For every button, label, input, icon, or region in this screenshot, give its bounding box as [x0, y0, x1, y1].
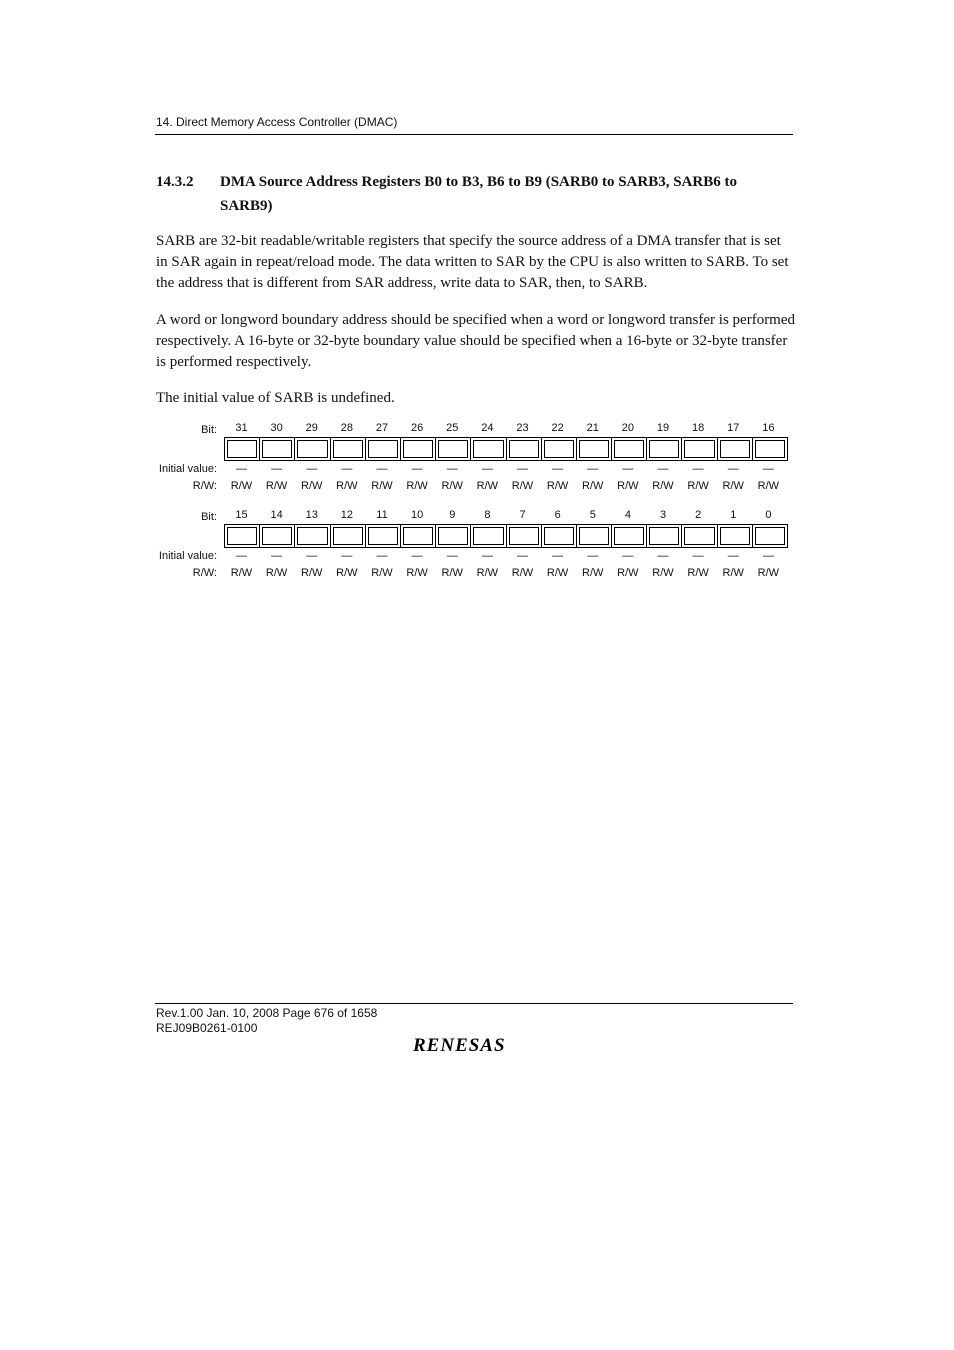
bit-number: 4	[624, 509, 631, 521]
bit-number: 22	[551, 422, 564, 434]
bit-cell	[682, 525, 717, 547]
logo-text: RENESAS	[413, 1035, 506, 1056]
rw-label: R/W:	[192, 480, 217, 492]
bit-number: 5	[589, 509, 596, 521]
initial-value: —	[376, 550, 388, 562]
bit-cell	[401, 525, 436, 547]
initial-value: —	[481, 550, 493, 562]
initial-value: —	[271, 550, 283, 562]
bit-cell	[401, 438, 436, 460]
bit-cell	[366, 438, 401, 460]
bit-cell-inner	[403, 440, 433, 458]
initial-value: —	[341, 463, 353, 475]
bit-cell	[718, 438, 753, 460]
initial-value: —	[411, 550, 423, 562]
bit-cell-inner	[544, 527, 574, 545]
bit-cell-inner	[720, 440, 750, 458]
rw-value: R/W	[582, 567, 604, 579]
bit-cell-inner	[755, 440, 785, 458]
rw-value: R/W	[687, 567, 709, 579]
rw-value: R/W	[617, 480, 639, 492]
bit-number: 25	[446, 422, 459, 434]
bit-cell	[577, 438, 612, 460]
bit-cell-inner	[333, 527, 363, 545]
bit-number: 3	[659, 509, 667, 521]
bit-number: 15	[235, 509, 248, 521]
bit-number: 24	[481, 422, 494, 434]
bit-number: 20	[621, 422, 634, 434]
bit-cell	[753, 438, 787, 460]
bit-number: 21	[586, 422, 599, 434]
rw-value: R/W	[757, 480, 780, 492]
bit-cell-inner	[438, 440, 468, 458]
bit-cell-inner	[755, 527, 785, 545]
bit-cell	[647, 525, 682, 547]
footer-rule	[155, 1003, 793, 1004]
initial-value: —	[657, 463, 669, 475]
bit-number: 23	[516, 422, 529, 434]
bit-cell	[295, 438, 330, 460]
bit-number: 19	[656, 422, 670, 434]
bit-number: 9	[449, 509, 456, 521]
initial-value: —	[762, 463, 774, 475]
bit-cell	[507, 525, 542, 547]
rw-value: R/W	[301, 567, 323, 579]
initial-value: —	[552, 550, 564, 562]
rw-value: R/W	[757, 567, 780, 579]
bit-number: 30	[270, 422, 283, 434]
initial-value: —	[446, 463, 458, 475]
bit-number: 2	[695, 509, 702, 521]
bit-number: 27	[375, 422, 389, 434]
initial-value-label: Initial value:	[158, 463, 217, 475]
bit-cell-inner	[509, 440, 539, 458]
initial-value: —	[411, 463, 423, 475]
rw-value: R/W	[371, 567, 393, 579]
initial-value: —	[306, 463, 318, 475]
bit-number: 1	[730, 509, 737, 521]
bit-cell	[260, 525, 295, 547]
initial-value: —	[341, 550, 353, 562]
bit-cell-inner	[579, 527, 609, 545]
rw-value: R/W	[336, 480, 358, 492]
bit-label: Bit:	[201, 424, 217, 436]
bit-cell-inner	[227, 527, 257, 545]
rw-value: R/W	[441, 567, 463, 579]
bit-cell	[577, 525, 612, 547]
initial-value: —	[727, 463, 739, 475]
register-bit-field	[224, 524, 788, 548]
initial-value: —	[552, 463, 564, 475]
section-number: 14.3.2	[156, 174, 194, 190]
rw-value: R/W	[230, 567, 253, 579]
rw-value: R/W	[546, 567, 569, 579]
bit-number: 13	[305, 509, 318, 521]
bit-cell-inner	[509, 527, 539, 545]
rw-value: R/W	[371, 480, 393, 492]
footer-document-number: REJ09B0261-0100	[156, 1021, 258, 1035]
bit-cell	[331, 525, 366, 547]
bit-cell-inner	[614, 440, 644, 458]
initial-value: —	[306, 550, 318, 562]
bit-cell-inner	[614, 527, 644, 545]
bit-cell	[295, 525, 330, 547]
bit-cell	[471, 525, 506, 547]
rw-value: R/W	[406, 567, 428, 579]
bit-number: 17	[727, 422, 740, 434]
rw-value: R/W	[336, 567, 358, 579]
running-header: 14. Direct Memory Access Controller (DMAC)	[156, 115, 398, 129]
bit-label: Bit:	[201, 511, 217, 523]
rw-value: R/W	[582, 480, 604, 492]
paragraph-3: The initial value of SARB is undefined.	[156, 390, 395, 406]
bit-cell	[471, 438, 506, 460]
bit-cell-inner	[368, 527, 398, 545]
initial-value: —	[517, 463, 528, 475]
bit-cell	[331, 438, 366, 460]
bit-cell-inner	[333, 440, 363, 458]
paragraph-1: SARB are 32-bit readable/writable registers that specify the source address of a DMA transfer that is set in SAR again in repeat/reload mode. The data written to SAR by the CPU is also written to SARB. To set the address that is different from SAR address, write data to SAR, then, to SARB.	[156, 233, 789, 291]
bit-cell	[542, 525, 577, 547]
bit-number: 29	[305, 422, 318, 434]
rw-value: R/W	[511, 567, 534, 579]
rw-value: R/W	[617, 567, 639, 579]
bit-cell-inner	[403, 527, 433, 545]
rw-value: R/W	[652, 480, 674, 492]
bit-cell-inner	[649, 440, 679, 458]
bit-number: 0	[765, 509, 772, 521]
initial-value: —	[376, 463, 388, 475]
bit-cell-inner	[684, 527, 714, 545]
bit-cell	[225, 438, 260, 460]
initial-value: —	[762, 550, 774, 562]
bit-number: 14	[270, 509, 283, 521]
footer-revision: Rev.1.00 Jan. 10, 2008 Page 676 of 1658	[156, 1006, 378, 1020]
bit-number: 31	[235, 422, 248, 434]
bit-cell	[682, 438, 717, 460]
bit-cell-inner	[262, 440, 292, 458]
bit-number: 28	[340, 422, 353, 434]
initial-value: —	[236, 463, 247, 475]
rw-label: R/W:	[192, 567, 217, 579]
bit-cell-inner	[720, 527, 750, 545]
bit-cell-inner	[297, 527, 327, 545]
bit-cell-inner	[262, 527, 292, 545]
bit-cell	[436, 438, 471, 460]
bit-cell	[647, 438, 682, 460]
bit-cell	[507, 438, 542, 460]
rw-value: R/W	[230, 480, 253, 492]
bit-cell-inner	[227, 440, 257, 458]
rw-value: R/W	[476, 567, 499, 579]
bit-cell	[225, 525, 260, 547]
bit-number: 26	[411, 422, 424, 434]
bit-cell-inner	[297, 440, 327, 458]
bit-cell-inner	[579, 440, 609, 458]
bit-cell-inner	[473, 527, 503, 545]
header-rule	[155, 134, 793, 135]
register-bit-field	[224, 437, 788, 461]
rw-value: R/W	[441, 480, 463, 492]
bit-number: 11	[376, 509, 388, 521]
bit-cell	[612, 438, 647, 460]
rw-value: R/W	[546, 480, 569, 492]
bit-cell	[753, 525, 787, 547]
initial-value: —	[587, 463, 599, 475]
rw-value: R/W	[265, 567, 288, 579]
bit-cell-inner	[649, 527, 679, 545]
section-title: DMA Source Address Registers B0 to B3, B6 to B9 (SARB0 to SARB3, SARB6 to SARB9)	[220, 174, 737, 214]
initial-value: —	[271, 463, 283, 475]
rw-value: R/W	[652, 567, 674, 579]
bit-cell-inner	[684, 440, 714, 458]
rw-value: R/W	[722, 567, 744, 579]
bit-number: 16	[762, 422, 775, 434]
initial-value: —	[622, 550, 634, 562]
initial-value: —	[446, 550, 458, 562]
bit-number: 18	[692, 422, 705, 434]
bit-number: 6	[554, 509, 561, 521]
bit-number: 7	[519, 509, 526, 521]
bit-number: 8	[484, 509, 491, 521]
bit-number: 12	[340, 509, 353, 521]
bit-cell	[612, 525, 647, 547]
initial-value: —	[481, 463, 493, 475]
paragraph-2: A word or longword boundary address should be specified when a word or longword transfer is performed respectively. A 16-byte or 32-byte boundary value should be specified when a 16-byte or 32-byte transfer is performed respectively.	[156, 312, 796, 370]
bit-cell-inner	[473, 440, 503, 458]
initial-value: —	[657, 550, 669, 562]
bit-cell	[260, 438, 295, 460]
rw-value: R/W	[511, 480, 534, 492]
initial-value: —	[587, 550, 599, 562]
bit-cell	[366, 525, 401, 547]
rw-value: R/W	[476, 480, 499, 492]
initial-value: —	[692, 463, 704, 475]
initial-value: —	[727, 550, 739, 562]
bit-cell-inner	[368, 440, 398, 458]
rw-value: R/W	[687, 480, 709, 492]
rw-value: R/W	[265, 480, 288, 492]
bit-cell	[718, 525, 753, 547]
bit-cell	[436, 525, 471, 547]
bit-cell	[542, 438, 577, 460]
rw-value: R/W	[406, 480, 428, 492]
rw-value: R/W	[301, 480, 323, 492]
rw-value: R/W	[722, 480, 744, 492]
initial-value: —	[622, 463, 634, 475]
initial-value: —	[517, 550, 528, 562]
initial-value: —	[692, 550, 704, 562]
renesas-logo	[413, 1034, 533, 1056]
bit-cell-inner	[438, 527, 468, 545]
bit-number: 10	[411, 509, 424, 521]
initial-value-label: Initial value:	[158, 550, 217, 562]
initial-value: —	[236, 550, 247, 562]
bit-cell-inner	[544, 440, 574, 458]
